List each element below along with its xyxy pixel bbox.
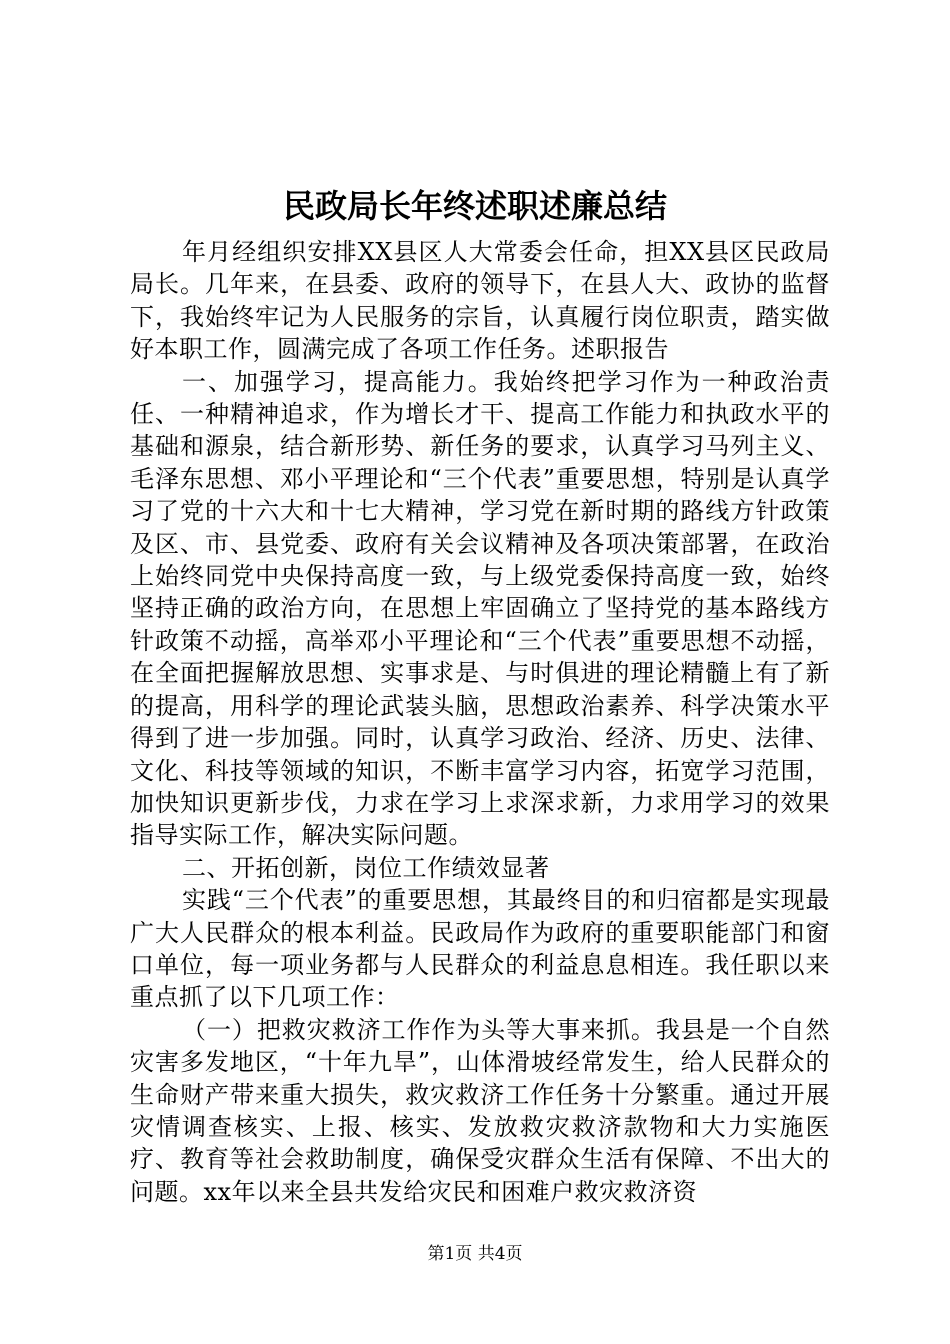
document-title: 民政局长年终述职述廉总结: [282, 187, 667, 225]
paragraph-intro: 年月经组织安排XX县区人大常委会任命，担XX县区民政局局长。几年来，在县委、政府的领导下，在县人大、政协的监督下，我始终牢记为人民服务的宗旨，认真履行岗位职责，踏实做好本职工作，圆满完成了各项工作任务。述职报告: [130, 238, 830, 364]
page-footer: 第1页 共4页: [427, 1244, 523, 1264]
paragraph-disaster-relief: （一）把救灾救济工作作为头等大事来抓。我县是一个自然灾害多发地区，“十年九旱”，山体滑坡经常发生，给人民群众的生命财产带来重大损失，救灾救济工作任务十分繁重。通过开展灾情调查核实、上报、核实、发放救灾救济款物和大力实施医疗、教育等社会救助制度，确保受灾群众生活有保障、不出大的问题。xx年以来全县共发给灾民和困难户救灾救济资: [130, 1015, 830, 1206]
paragraph-section-one: 一、加强学习，提高能力。我始终把学习作为一种政治责任、一种精神追求，作为增长才干、提高工作能力和执政水平的基础和源泉，结合新形势、新任务的要求，认真学习马列主义、毛泽东思想、邓小平理论和“三个代表”重要思想，特别是认真学习了党的十六大和十七大精神，学习党在新时期的路线方针政策及区、市、县党委、政府有关会议精神及各项决策部署，在政治上始终同党中央保持高度一致，与上级党委保持高度一致，始终坚持正确的政治方向，在思想上牢固确立了坚持党的基本路线方针政策不动摇，高举邓小平理论和“三个代表”重要思想不动摇，在全面把握解放思想、实事求是、与时俱进的理论精髓上有了新的提高，用科学的理论武装头脑，思想政治素养、科学决策水平得到了进一步加强。同时，认真学习政治、经济、历史、法律、文化、科技等领域的知识，不断丰富学习内容，拓宽学习范围，加快知识更新步伐，力求在学习上求深求新，力求用学习的效果指导实际工作，解决实际问题。: [130, 367, 830, 850]
paragraph-section-two: 实践“三个代表”的重要思想，其最终目的和归宿都是实现最广大人民群众的根本利益。民政局作为政府的重要职能部门和窗口单位，每一项业务都与人民群众的利益息息相连。我任职以来重点抓了以下几项工作：: [130, 886, 830, 1012]
section-heading-two: 二、开拓创新，岗位工作绩效显著: [182, 853, 550, 882]
document-body: [130, 236, 830, 1208]
